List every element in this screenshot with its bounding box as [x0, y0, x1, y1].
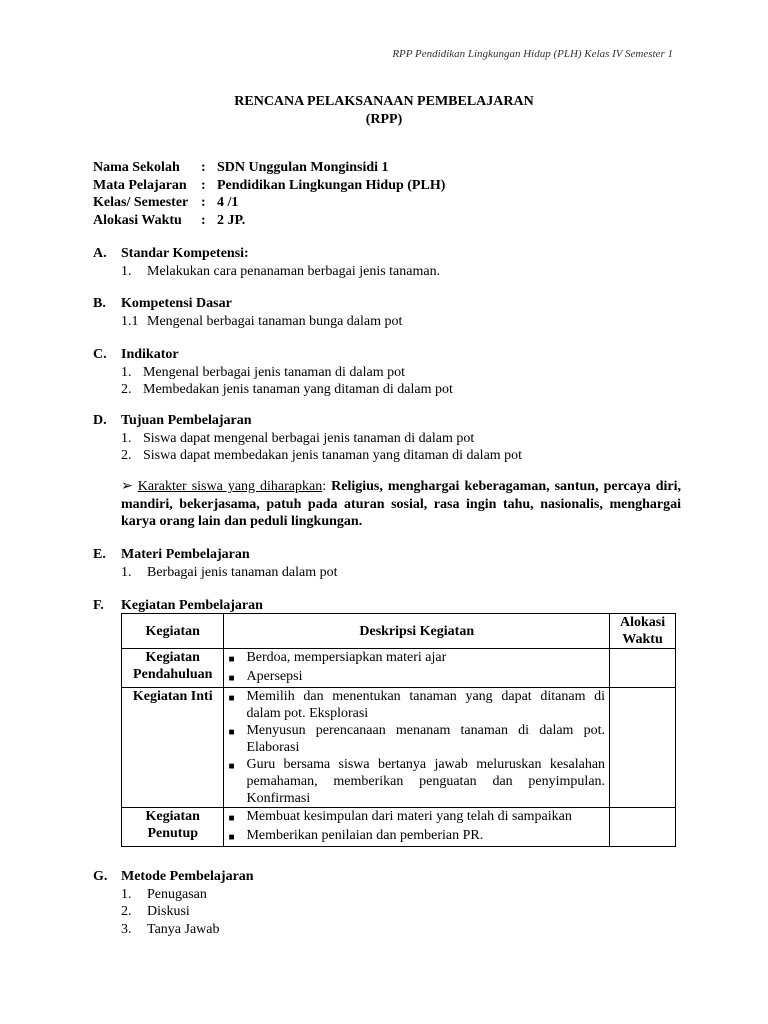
time-allocation-cell: [610, 688, 676, 808]
bullet-item: [228, 668, 605, 687]
item-number: 1.: [121, 430, 132, 446]
item-text: Diskusi: [147, 904, 190, 919]
section-heading: [93, 295, 402, 313]
item-text: Mengenal berbagai tanaman bunga dalam pot: [147, 313, 403, 329]
section-title: Kompetensi Dasar: [121, 296, 232, 311]
item-number: 1.: [121, 364, 132, 380]
section-title: Materi Pembelajaran: [121, 547, 250, 562]
section-letter: D.: [93, 413, 107, 428]
item-text: Penugasan: [147, 886, 207, 902]
bullet-item: [228, 722, 605, 756]
section-title: Metode Pembelajaran: [121, 869, 254, 884]
activity-description: [224, 808, 610, 847]
meta-key: Nama Sekolah: [93, 160, 180, 175]
bullet-text: Berdoa, mempersiapkan materi ajar: [246, 650, 447, 665]
column-header: Deskripsi Kegiatan: [224, 614, 610, 649]
bullet-text: Menyusun perencanaan menanam tanaman di dalam pot. Elaborasi: [246, 723, 606, 755]
section-heading: [93, 868, 254, 886]
section-tujuan-pembelajaran: [93, 412, 522, 465]
list-item: [93, 263, 440, 281]
time-allocation-cell: [610, 649, 676, 688]
bullet-text: Guru bersama siswa bertanya jawab meluruskan kesalahan pemahaman, memberikan penguatan dan penyimpulan. Konfirmasi: [246, 757, 606, 806]
item-number: 3.: [121, 921, 132, 937]
item-text: Siswa dapat membedakan jenis tanaman yang ditaman di dalam pot: [143, 448, 523, 463]
item-text: Berbagai jenis tanaman dalam pot: [147, 564, 338, 580]
section-heading: [93, 412, 522, 430]
bullet-item: [228, 688, 605, 722]
section-heading: [93, 346, 453, 364]
table-row: [122, 808, 676, 847]
bullet-icon: ■: [228, 761, 235, 772]
table-row: [122, 649, 676, 688]
bullet-icon: ■: [228, 727, 235, 738]
section-letter: C.: [93, 347, 107, 362]
item-text: Siswa dapat mengenal berbagai jenis tanaman di dalam pot: [143, 430, 475, 446]
section-letter: G.: [93, 869, 108, 884]
running-header: RPP Pendidikan Lingkungan Hidup (PLH) Kelas IV Semester 1: [392, 48, 673, 60]
bullet-icon: ■: [228, 673, 235, 684]
section-kompetensi-dasar: [93, 295, 402, 330]
list-item: [93, 886, 254, 904]
meta-colon: :: [201, 160, 206, 175]
item-text: Tanya Jawab: [147, 921, 220, 937]
item-number: 1.: [121, 564, 132, 580]
bullet-text: Membuat kesimpulan dari materi yang telah di sampaikan: [246, 809, 572, 824]
meta-key: Kelas/ Semester: [93, 195, 189, 210]
column-header: Alokasi Waktu: [610, 614, 676, 649]
activity-description: [224, 688, 610, 808]
list-item: [93, 903, 254, 921]
bullet-icon: ■: [228, 813, 235, 824]
section-heading: [93, 546, 338, 564]
item-number: 1.: [121, 263, 132, 279]
activity-table: [121, 613, 676, 847]
section-kegiatan-pembelajaran: [93, 597, 263, 615]
karakter-paragraph: [121, 478, 681, 531]
section-materi-pembelajaran: [93, 546, 338, 581]
list-item: [93, 564, 338, 582]
list-item: [93, 313, 402, 331]
item-number: 2.: [121, 382, 132, 397]
table-row: [122, 688, 676, 808]
karakter-colon: :: [322, 479, 332, 494]
bullet-text: Memberikan penilaian dan pemberian PR.: [246, 828, 484, 843]
meta-value: Pendidikan Lingkungan Hidup (PLH): [217, 177, 446, 193]
karakter-text: Religius, menghargai keberagaman, santun, percaya diri, mandiri, bekerjasama, patuh pada aturan sosial, rasa ingin tahu, nasionalis, menghargai karya orang lain dan peduli lingkungan.: [121, 479, 682, 529]
arrow-icon: ➢: [121, 479, 133, 494]
activity-description: [224, 649, 610, 688]
section-indikator: [93, 346, 453, 399]
list-item: [93, 381, 453, 399]
title-line-1: RENCANA PELAKSANAAN PEMBELAJARAN: [234, 94, 534, 109]
section-heading: [93, 245, 440, 263]
meta-colon: :: [201, 177, 206, 193]
meta-row: [93, 159, 445, 177]
bullet-text: Memilih dan menentukan tanaman yang dapat ditanam di dalam pot. Eksplorasi: [246, 689, 606, 721]
meta-key: Alokasi Waktu: [93, 212, 182, 228]
meta-row: [93, 177, 445, 195]
item-number: 1.: [121, 886, 132, 902]
meta-colon: :: [201, 212, 206, 228]
meta-value: SDN Unggulan Monginsidi 1: [217, 160, 389, 175]
section-letter: B.: [93, 296, 106, 311]
item-number: 2.: [121, 904, 132, 919]
bullet-item: [228, 808, 605, 827]
meta-key: Mata Pelajaran: [93, 177, 187, 193]
table-header-row: [122, 614, 676, 649]
section-letter: A.: [93, 246, 107, 261]
activity-name: Kegiatan Inti: [122, 688, 224, 808]
column-header: Kegiatan: [122, 614, 224, 649]
meta-colon: :: [201, 195, 206, 210]
activity-name: Kegiatan Penutup: [122, 808, 224, 847]
list-item: [93, 430, 522, 448]
meta-value: 2 JP.: [217, 212, 246, 228]
time-allocation-cell: [610, 808, 676, 847]
section-letter: F.: [93, 598, 104, 613]
title-line-2: (RPP): [365, 112, 403, 127]
bullet-icon: ■: [228, 832, 235, 843]
identity-block: [93, 159, 445, 229]
item-number: 2.: [121, 448, 132, 463]
bullet-icon: ■: [228, 654, 235, 665]
meta-value: 4 /1: [217, 195, 239, 210]
bullet-text: Apersepsi: [246, 669, 303, 684]
item-text: Melakukan cara penanaman berbagai jenis tanaman.: [147, 263, 441, 279]
section-metode-pembelajaran: [93, 868, 254, 938]
bullet-item: [228, 827, 605, 846]
bullet-item: [228, 649, 605, 668]
section-standar-kompetensi: [93, 245, 440, 280]
bullet-icon: ■: [228, 693, 235, 704]
activity-name: Kegiatan Pendahuluan: [122, 649, 224, 688]
page-title: [0, 93, 768, 129]
meta-row: [93, 194, 445, 212]
section-letter: E.: [93, 547, 106, 562]
section-title: Indikator: [121, 347, 179, 362]
section-heading: [93, 597, 263, 615]
section-title: Tujuan Pembelajaran: [121, 413, 252, 428]
karakter-label: Karakter siswa yang diharapkan: [137, 479, 323, 494]
bullet-item: [228, 756, 605, 807]
meta-row: [93, 212, 445, 230]
list-item: [93, 447, 522, 465]
item-text: Mengenal berbagai jenis tanaman di dalam pot: [143, 364, 406, 380]
list-item: [93, 364, 453, 382]
section-title: Kegiatan Pembelajaran: [121, 598, 263, 613]
list-item: [93, 921, 254, 939]
item-number: 1.1: [121, 313, 139, 329]
item-text: Membedakan jenis tanaman yang ditaman di dalam pot: [143, 382, 453, 397]
section-title: Standar Kompetensi:: [121, 246, 249, 261]
